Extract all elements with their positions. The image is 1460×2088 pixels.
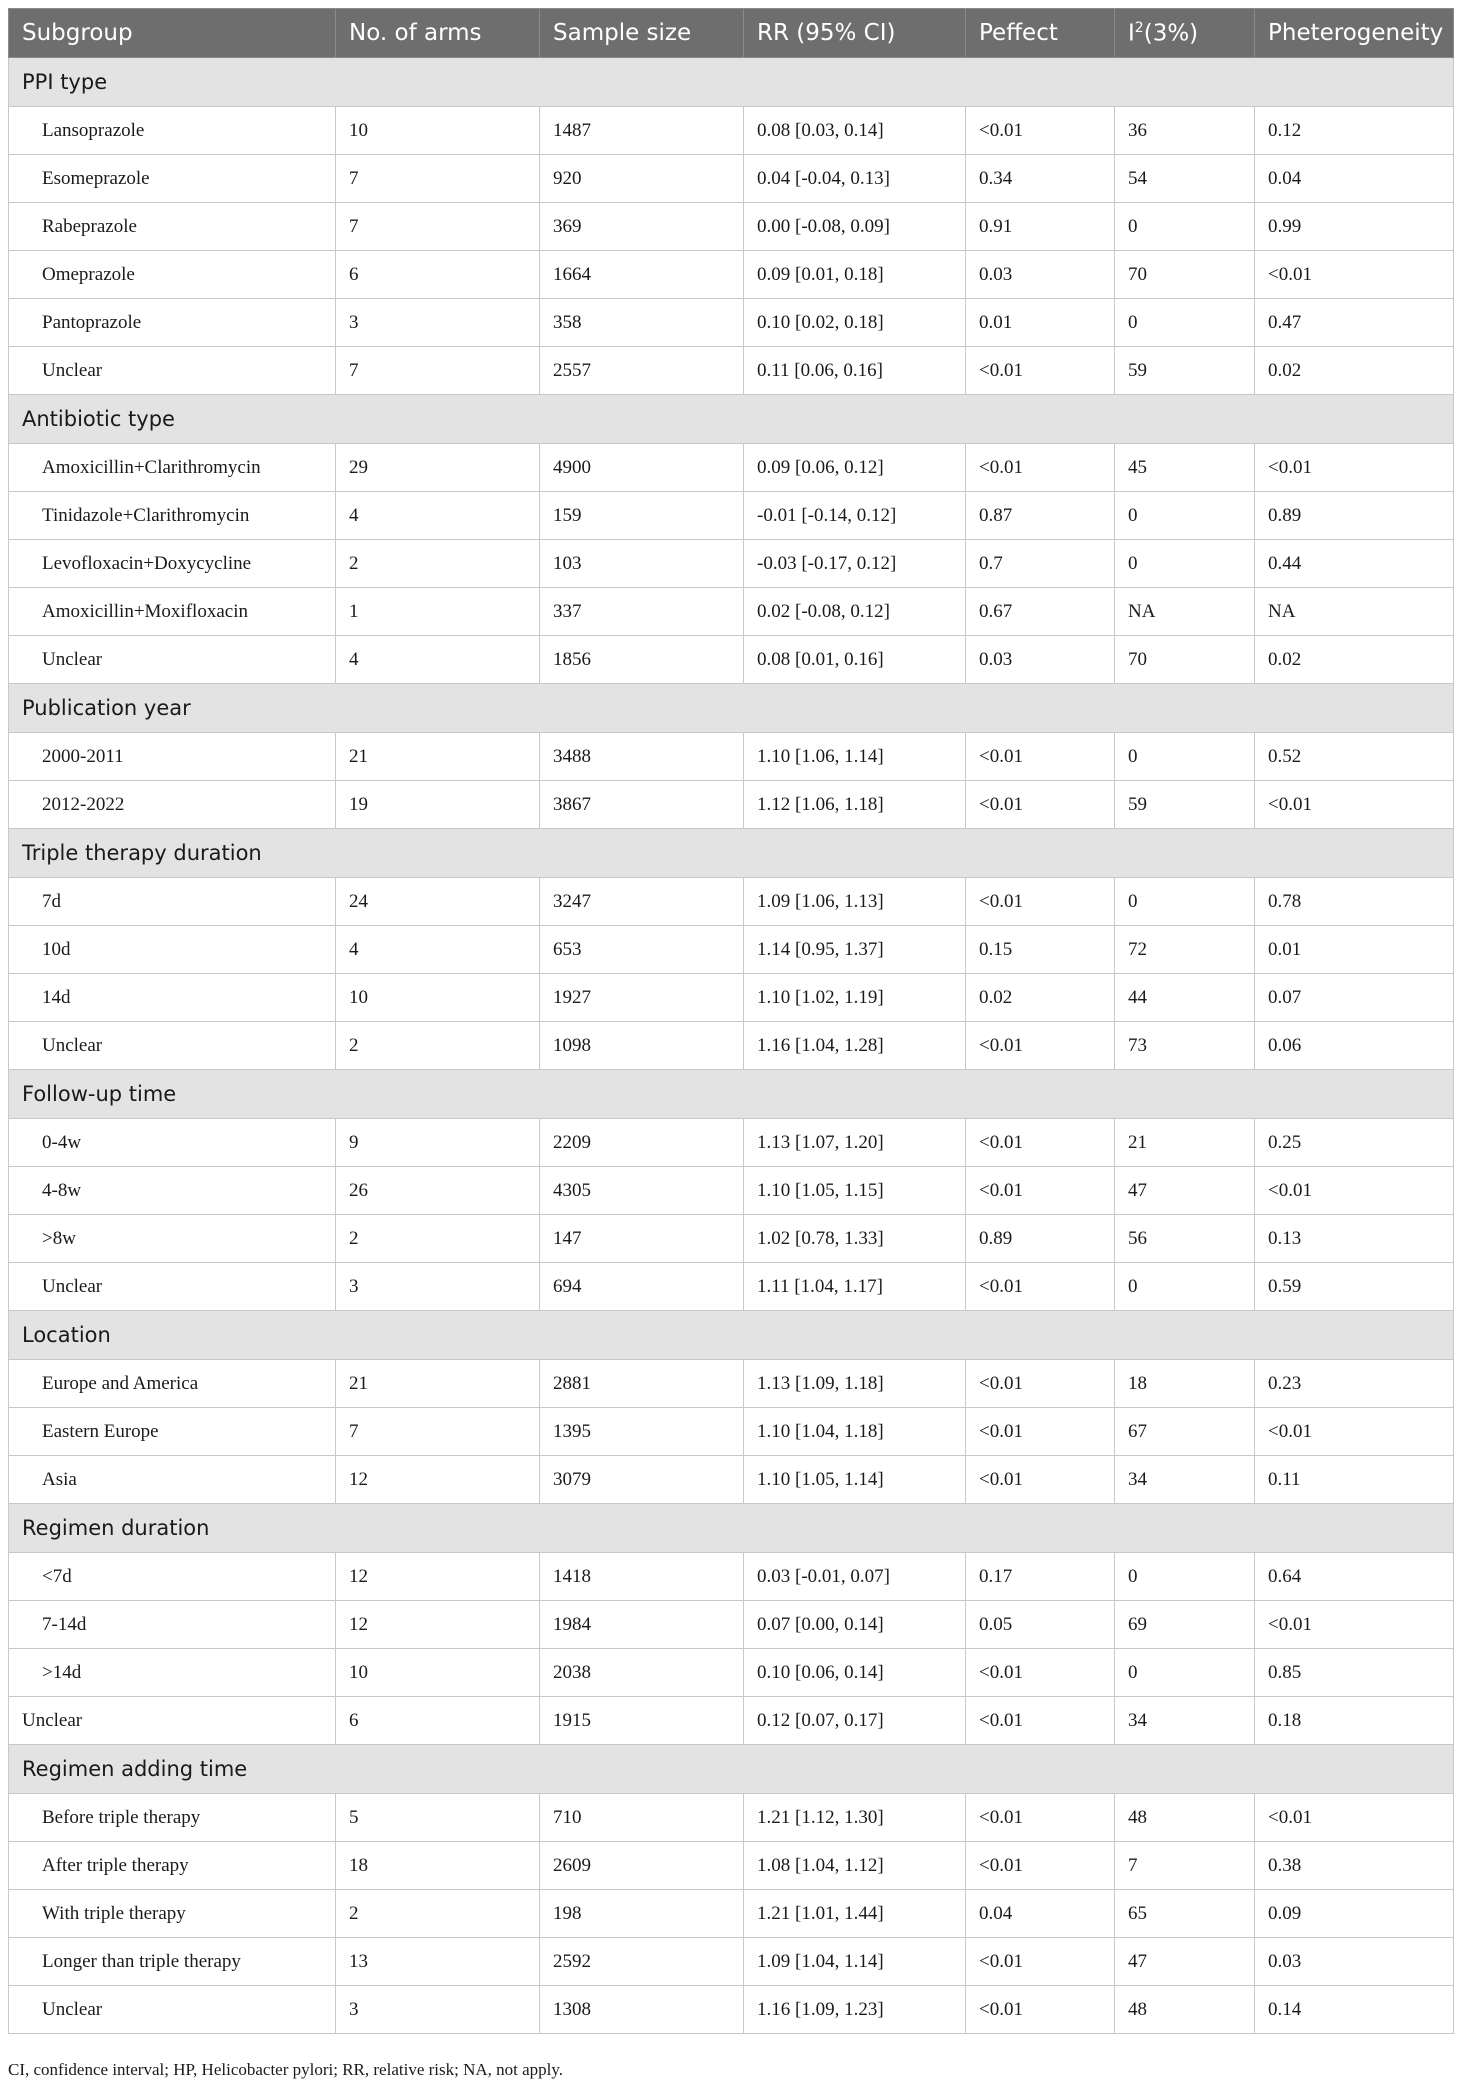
subgroup-cell: Unclear [9, 1022, 336, 1070]
arms-cell: 3 [336, 1986, 540, 2034]
sample-size-cell: 653 [540, 926, 744, 974]
sample-size-cell: 694 [540, 1263, 744, 1311]
i2-cell: 47 [1115, 1938, 1255, 1986]
peffect-cell: 0.03 [966, 636, 1115, 684]
table-row [9, 1456, 1454, 1504]
arms-cell: 29 [336, 444, 540, 492]
pheterogeneity-cell: 0.52 [1255, 733, 1454, 781]
rr-cell: 0.02 [-0.08, 0.12] [744, 588, 966, 636]
table-row [9, 1938, 1454, 1986]
subgroup-cell: Omeprazole [9, 251, 336, 299]
peffect-cell: 0.05 [966, 1601, 1115, 1649]
i2-cell: 7 [1115, 1842, 1255, 1890]
peffect-cell: 0.87 [966, 492, 1115, 540]
i2-cell: 18 [1115, 1360, 1255, 1408]
sample-size-cell: 3488 [540, 733, 744, 781]
pheterogeneity-cell: 0.13 [1255, 1215, 1454, 1263]
rr-cell: 1.08 [1.04, 1.12] [744, 1842, 966, 1890]
arms-cell: 2 [336, 540, 540, 588]
rr-cell: 0.08 [0.01, 0.16] [744, 636, 966, 684]
subgroup-cell: 7d [9, 878, 336, 926]
subgroup-cell: >14d [9, 1649, 336, 1697]
table-row [9, 878, 1454, 926]
pheterogeneity-cell: <0.01 [1255, 781, 1454, 829]
i2-cell: 0 [1115, 299, 1255, 347]
sample-size-cell: 337 [540, 588, 744, 636]
i2-cell: 0 [1115, 733, 1255, 781]
arms-cell: 21 [336, 1360, 540, 1408]
subgroup-cell: Eastern Europe [9, 1408, 336, 1456]
i2-cell: 0 [1115, 1649, 1255, 1697]
table-row [9, 1263, 1454, 1311]
table-row [9, 299, 1454, 347]
table-row [9, 1986, 1454, 2034]
sample-size-cell: 358 [540, 299, 744, 347]
arms-cell: 12 [336, 1601, 540, 1649]
rr-cell: 1.16 [1.04, 1.28] [744, 1022, 966, 1070]
arms-cell: 19 [336, 781, 540, 829]
i2-cell: 47 [1115, 1167, 1255, 1215]
peffect-cell: 0.91 [966, 203, 1115, 251]
sample-size-cell: 1487 [540, 107, 744, 155]
sample-size-cell: 1927 [540, 974, 744, 1022]
i2-cell: 59 [1115, 781, 1255, 829]
sample-size-cell: 710 [540, 1794, 744, 1842]
peffect-cell: <0.01 [966, 107, 1115, 155]
i2-cell: 0 [1115, 203, 1255, 251]
peffect-cell: <0.01 [966, 1360, 1115, 1408]
peffect-cell: <0.01 [966, 1697, 1115, 1745]
arms-cell: 21 [336, 733, 540, 781]
pheterogeneity-cell: <0.01 [1255, 444, 1454, 492]
peffect-cell: <0.01 [966, 1794, 1115, 1842]
arms-cell: 13 [336, 1938, 540, 1986]
pheterogeneity-cell: 0.64 [1255, 1553, 1454, 1601]
pheterogeneity-cell: 0.09 [1255, 1890, 1454, 1938]
table-footnote: CI, confidence interval; HP, Helicobacter pylori; RR, relative risk; NA, not apply. [8, 2060, 564, 2079]
pheterogeneity-cell: <0.01 [1255, 1408, 1454, 1456]
arms-cell: 6 [336, 1697, 540, 1745]
arms-cell: 2 [336, 1215, 540, 1263]
table-row [9, 926, 1454, 974]
sample-size-cell: 1395 [540, 1408, 744, 1456]
pheterogeneity-cell: 0.14 [1255, 1986, 1454, 2034]
pheterogeneity-cell: 0.23 [1255, 1360, 1454, 1408]
table-row [9, 733, 1454, 781]
group-header-row [9, 58, 1454, 107]
subgroup-cell: 2012-2022 [9, 781, 336, 829]
header-pheterogeneity: Pheterogeneity [1255, 9, 1454, 58]
rr-cell: 0.00 [-0.08, 0.09] [744, 203, 966, 251]
subgroup-cell: Lansoprazole [9, 107, 336, 155]
pheterogeneity-cell: <0.01 [1255, 1794, 1454, 1842]
i2-cell: 0 [1115, 1263, 1255, 1311]
sample-size-cell: 369 [540, 203, 744, 251]
rr-cell: 1.09 [1.06, 1.13] [744, 878, 966, 926]
table-row [9, 203, 1454, 251]
pheterogeneity-cell: 0.01 [1255, 926, 1454, 974]
table-row [9, 347, 1454, 395]
subgroup-cell: 4-8w [9, 1167, 336, 1215]
i2-cell: 72 [1115, 926, 1255, 974]
arms-cell: 2 [336, 1022, 540, 1070]
i2-cell: 67 [1115, 1408, 1255, 1456]
table-row [9, 1842, 1454, 1890]
subgroup-cell: 7-14d [9, 1601, 336, 1649]
pheterogeneity-cell: 0.78 [1255, 878, 1454, 926]
i2-cell: 48 [1115, 1986, 1255, 2034]
subgroup-cell: Asia [9, 1456, 336, 1504]
pheterogeneity-cell: 0.12 [1255, 107, 1454, 155]
group-label: Location [9, 1311, 1454, 1360]
sample-size-cell: 147 [540, 1215, 744, 1263]
peffect-cell: <0.01 [966, 1022, 1115, 1070]
arms-cell: 2 [336, 1890, 540, 1938]
pheterogeneity-cell: 0.99 [1255, 203, 1454, 251]
header-subgroup: Subgroup [9, 9, 336, 58]
peffect-cell: <0.01 [966, 347, 1115, 395]
table-row [9, 1022, 1454, 1070]
table-body [9, 58, 1454, 2034]
header-sample-size: Sample size [540, 9, 744, 58]
i2-cell: 0 [1115, 540, 1255, 588]
i2-cell: 34 [1115, 1456, 1255, 1504]
rr-cell: 0.03 [-0.01, 0.07] [744, 1553, 966, 1601]
sample-size-cell: 2592 [540, 1938, 744, 1986]
subgroup-cell: Tinidazole+Clarithromycin [9, 492, 336, 540]
table-row [9, 107, 1454, 155]
rr-cell: 1.10 [1.06, 1.14] [744, 733, 966, 781]
arms-cell: 10 [336, 974, 540, 1022]
i2-cell: 54 [1115, 155, 1255, 203]
header-i2 [1115, 9, 1255, 58]
subgroup-cell: Unclear [9, 1697, 336, 1745]
sample-size-cell: 3247 [540, 878, 744, 926]
group-header-row [9, 684, 1454, 733]
rr-cell: 0.09 [0.06, 0.12] [744, 444, 966, 492]
table-row [9, 1553, 1454, 1601]
arms-cell: 4 [336, 492, 540, 540]
sample-size-cell: 3867 [540, 781, 744, 829]
group-label: PPI type [9, 58, 1454, 107]
subgroup-cell: Unclear [9, 1986, 336, 2034]
rr-cell: 1.09 [1.04, 1.14] [744, 1938, 966, 1986]
arms-cell: 10 [336, 107, 540, 155]
subgroup-cell: 10d [9, 926, 336, 974]
peffect-cell: 0.89 [966, 1215, 1115, 1263]
rr-cell: 1.10 [1.05, 1.15] [744, 1167, 966, 1215]
group-header-row [9, 1070, 1454, 1119]
header-rr: RR (95% CI) [744, 9, 966, 58]
header-i2-unit: (3%) [1143, 20, 1199, 47]
pheterogeneity-cell: 0.18 [1255, 1697, 1454, 1745]
header-arms: No. of arms [336, 9, 540, 58]
table-row [9, 1697, 1454, 1745]
rr-cell: 1.02 [0.78, 1.33] [744, 1215, 966, 1263]
rr-cell: 0.07 [0.00, 0.14] [744, 1601, 966, 1649]
table-row [9, 1167, 1454, 1215]
rr-cell: 1.10 [1.05, 1.14] [744, 1456, 966, 1504]
peffect-cell: 0.67 [966, 588, 1115, 636]
rr-cell: 0.04 [-0.04, 0.13] [744, 155, 966, 203]
rr-cell: 1.21 [1.01, 1.44] [744, 1890, 966, 1938]
rr-cell: -0.01 [-0.14, 0.12] [744, 492, 966, 540]
pheterogeneity-cell: 0.47 [1255, 299, 1454, 347]
pheterogeneity-cell: 0.38 [1255, 1842, 1454, 1890]
peffect-cell: 0.02 [966, 974, 1115, 1022]
header-i2-base: I [1128, 20, 1135, 47]
group-label: Antibiotic type [9, 395, 1454, 444]
peffect-cell: 0.7 [966, 540, 1115, 588]
table-row [9, 1119, 1454, 1167]
rr-cell: 1.12 [1.06, 1.18] [744, 781, 966, 829]
peffect-cell: <0.01 [966, 733, 1115, 781]
table-row [9, 1649, 1454, 1697]
peffect-cell: <0.01 [966, 1938, 1115, 1986]
peffect-cell: <0.01 [966, 1986, 1115, 2034]
rr-cell: 0.12 [0.07, 0.17] [744, 1697, 966, 1745]
table-row [9, 1408, 1454, 1456]
rr-cell: 1.16 [1.09, 1.23] [744, 1986, 966, 2034]
subgroup-cell: Amoxicillin+Moxifloxacin [9, 588, 336, 636]
peffect-cell: 0.04 [966, 1890, 1115, 1938]
sample-size-cell: 1418 [540, 1553, 744, 1601]
rr-cell: 1.13 [1.07, 1.20] [744, 1119, 966, 1167]
arms-cell: 10 [336, 1649, 540, 1697]
pheterogeneity-cell: 0.02 [1255, 636, 1454, 684]
rr-cell: 1.21 [1.12, 1.30] [744, 1794, 966, 1842]
sample-size-cell: 2209 [540, 1119, 744, 1167]
header-peffect: Peffect [966, 9, 1115, 58]
peffect-cell: 0.01 [966, 299, 1115, 347]
subgroup-cell: 14d [9, 974, 336, 1022]
rr-cell: 0.11 [0.06, 0.16] [744, 347, 966, 395]
sample-size-cell: 3079 [540, 1456, 744, 1504]
arms-cell: 4 [336, 636, 540, 684]
subgroup-cell: <7d [9, 1553, 336, 1601]
rr-cell: 0.10 [0.02, 0.18] [744, 299, 966, 347]
sample-size-cell: 4305 [540, 1167, 744, 1215]
arms-cell: 12 [336, 1553, 540, 1601]
arms-cell: 12 [336, 1456, 540, 1504]
sample-size-cell: 2557 [540, 347, 744, 395]
table-row [9, 1890, 1454, 1938]
group-header-row [9, 829, 1454, 878]
arms-cell: 7 [336, 347, 540, 395]
table-row [9, 444, 1454, 492]
table-row [9, 1601, 1454, 1649]
peffect-cell: 0.03 [966, 251, 1115, 299]
group-label: Triple therapy duration [9, 829, 1454, 878]
subgroup-cell: 2000-2011 [9, 733, 336, 781]
sample-size-cell: 198 [540, 1890, 744, 1938]
table-row [9, 492, 1454, 540]
i2-cell: 56 [1115, 1215, 1255, 1263]
subgroup-cell: Pantoprazole [9, 299, 336, 347]
peffect-cell: <0.01 [966, 1649, 1115, 1697]
group-label: Follow-up time [9, 1070, 1454, 1119]
subgroup-analysis-table [8, 8, 1454, 2034]
subgroup-cell: Before triple therapy [9, 1794, 336, 1842]
peffect-cell: <0.01 [966, 1842, 1115, 1890]
arms-cell: 7 [336, 155, 540, 203]
i2-cell: 45 [1115, 444, 1255, 492]
group-header-row [9, 1504, 1454, 1553]
arms-cell: 3 [336, 299, 540, 347]
sample-size-cell: 1308 [540, 1986, 744, 2034]
rr-cell: 1.10 [1.04, 1.18] [744, 1408, 966, 1456]
pheterogeneity-cell: 0.07 [1255, 974, 1454, 1022]
arms-cell: 26 [336, 1167, 540, 1215]
arms-cell: 1 [336, 588, 540, 636]
sample-size-cell: 1098 [540, 1022, 744, 1070]
peffect-cell: <0.01 [966, 781, 1115, 829]
peffect-cell: <0.01 [966, 1119, 1115, 1167]
sample-size-cell: 103 [540, 540, 744, 588]
peffect-cell: <0.01 [966, 1167, 1115, 1215]
i2-cell: 69 [1115, 1601, 1255, 1649]
group-header-row [9, 395, 1454, 444]
sample-size-cell: 1915 [540, 1697, 744, 1745]
i2-cell: 48 [1115, 1794, 1255, 1842]
pheterogeneity-cell: 0.02 [1255, 347, 1454, 395]
arms-cell: 4 [336, 926, 540, 974]
sample-size-cell: 1984 [540, 1601, 744, 1649]
arms-cell: 3 [336, 1263, 540, 1311]
sample-size-cell: 2609 [540, 1842, 744, 1890]
table-row [9, 1215, 1454, 1263]
rr-cell: -0.03 [-0.17, 0.12] [744, 540, 966, 588]
i2-cell: 73 [1115, 1022, 1255, 1070]
rr-cell: 1.10 [1.02, 1.19] [744, 974, 966, 1022]
pheterogeneity-cell: 0.44 [1255, 540, 1454, 588]
pheterogeneity-cell: 0.59 [1255, 1263, 1454, 1311]
rr-cell: 1.14 [0.95, 1.37] [744, 926, 966, 974]
arms-cell: 6 [336, 251, 540, 299]
table-row [9, 588, 1454, 636]
pheterogeneity-cell: NA [1255, 588, 1454, 636]
i2-cell: 44 [1115, 974, 1255, 1022]
table-row [9, 540, 1454, 588]
rr-cell: 1.11 [1.04, 1.17] [744, 1263, 966, 1311]
sample-size-cell: 1664 [540, 251, 744, 299]
subgroup-cell: Amoxicillin+Clarithromycin [9, 444, 336, 492]
sample-size-cell: 1856 [540, 636, 744, 684]
sample-size-cell: 920 [540, 155, 744, 203]
pheterogeneity-cell: 0.06 [1255, 1022, 1454, 1070]
rr-cell: 0.10 [0.06, 0.14] [744, 1649, 966, 1697]
subgroup-cell: Rabeprazole [9, 203, 336, 251]
pheterogeneity-cell: <0.01 [1255, 251, 1454, 299]
subgroup-cell: Unclear [9, 636, 336, 684]
rr-cell: 0.08 [0.03, 0.14] [744, 107, 966, 155]
i2-cell: 65 [1115, 1890, 1255, 1938]
group-label: Regimen adding time [9, 1745, 1454, 1794]
i2-cell: 0 [1115, 878, 1255, 926]
pheterogeneity-cell: <0.01 [1255, 1167, 1454, 1215]
peffect-cell: <0.01 [966, 1263, 1115, 1311]
arms-cell: 9 [336, 1119, 540, 1167]
rr-cell: 0.09 [0.01, 0.18] [744, 251, 966, 299]
subgroup-cell: Levofloxacin+Doxycycline [9, 540, 336, 588]
pheterogeneity-cell: 0.25 [1255, 1119, 1454, 1167]
table-row [9, 974, 1454, 1022]
subgroup-cell: Esomeprazole [9, 155, 336, 203]
table-row [9, 1360, 1454, 1408]
peffect-cell: 0.17 [966, 1553, 1115, 1601]
i2-cell: 34 [1115, 1697, 1255, 1745]
table-row [9, 155, 1454, 203]
pheterogeneity-cell: <0.01 [1255, 1601, 1454, 1649]
table-row [9, 781, 1454, 829]
sample-size-cell: 2038 [540, 1649, 744, 1697]
peffect-cell: 0.15 [966, 926, 1115, 974]
subgroup-cell: Unclear [9, 347, 336, 395]
group-label: Publication year [9, 684, 1454, 733]
header-row [9, 9, 1454, 58]
header-i2-sup: 2 [1134, 19, 1144, 36]
i2-cell: 0 [1115, 492, 1255, 540]
i2-cell: NA [1115, 588, 1255, 636]
i2-cell: 0 [1115, 1553, 1255, 1601]
pheterogeneity-cell: 0.85 [1255, 1649, 1454, 1697]
i2-cell: 70 [1115, 636, 1255, 684]
arms-cell: 5 [336, 1794, 540, 1842]
i2-cell: 59 [1115, 347, 1255, 395]
peffect-cell: <0.01 [966, 1408, 1115, 1456]
table-row [9, 1794, 1454, 1842]
subgroup-cell: Longer than triple therapy [9, 1938, 336, 1986]
arms-cell: 18 [336, 1842, 540, 1890]
pheterogeneity-cell: 0.04 [1255, 155, 1454, 203]
subgroup-cell: 0-4w [9, 1119, 336, 1167]
pheterogeneity-cell: 0.11 [1255, 1456, 1454, 1504]
group-label: Regimen duration [9, 1504, 1454, 1553]
subgroup-cell: Unclear [9, 1263, 336, 1311]
sample-size-cell: 2881 [540, 1360, 744, 1408]
subgroup-cell: With triple therapy [9, 1890, 336, 1938]
arms-cell: 24 [336, 878, 540, 926]
group-header-row [9, 1311, 1454, 1360]
sample-size-cell: 159 [540, 492, 744, 540]
arms-cell: 7 [336, 1408, 540, 1456]
peffect-cell: <0.01 [966, 1456, 1115, 1504]
i2-cell: 70 [1115, 251, 1255, 299]
table-row [9, 636, 1454, 684]
pheterogeneity-cell: 0.03 [1255, 1938, 1454, 1986]
peffect-cell: 0.34 [966, 155, 1115, 203]
subgroup-cell: >8w [9, 1215, 336, 1263]
subgroup-cell: After triple therapy [9, 1842, 336, 1890]
arms-cell: 7 [336, 203, 540, 251]
table-row [9, 251, 1454, 299]
peffect-cell: <0.01 [966, 444, 1115, 492]
subgroup-cell: Europe and America [9, 1360, 336, 1408]
sample-size-cell: 4900 [540, 444, 744, 492]
group-header-row [9, 1745, 1454, 1794]
i2-cell: 36 [1115, 107, 1255, 155]
i2-cell: 21 [1115, 1119, 1255, 1167]
peffect-cell: <0.01 [966, 878, 1115, 926]
rr-cell: 1.13 [1.09, 1.18] [744, 1360, 966, 1408]
pheterogeneity-cell: 0.89 [1255, 492, 1454, 540]
